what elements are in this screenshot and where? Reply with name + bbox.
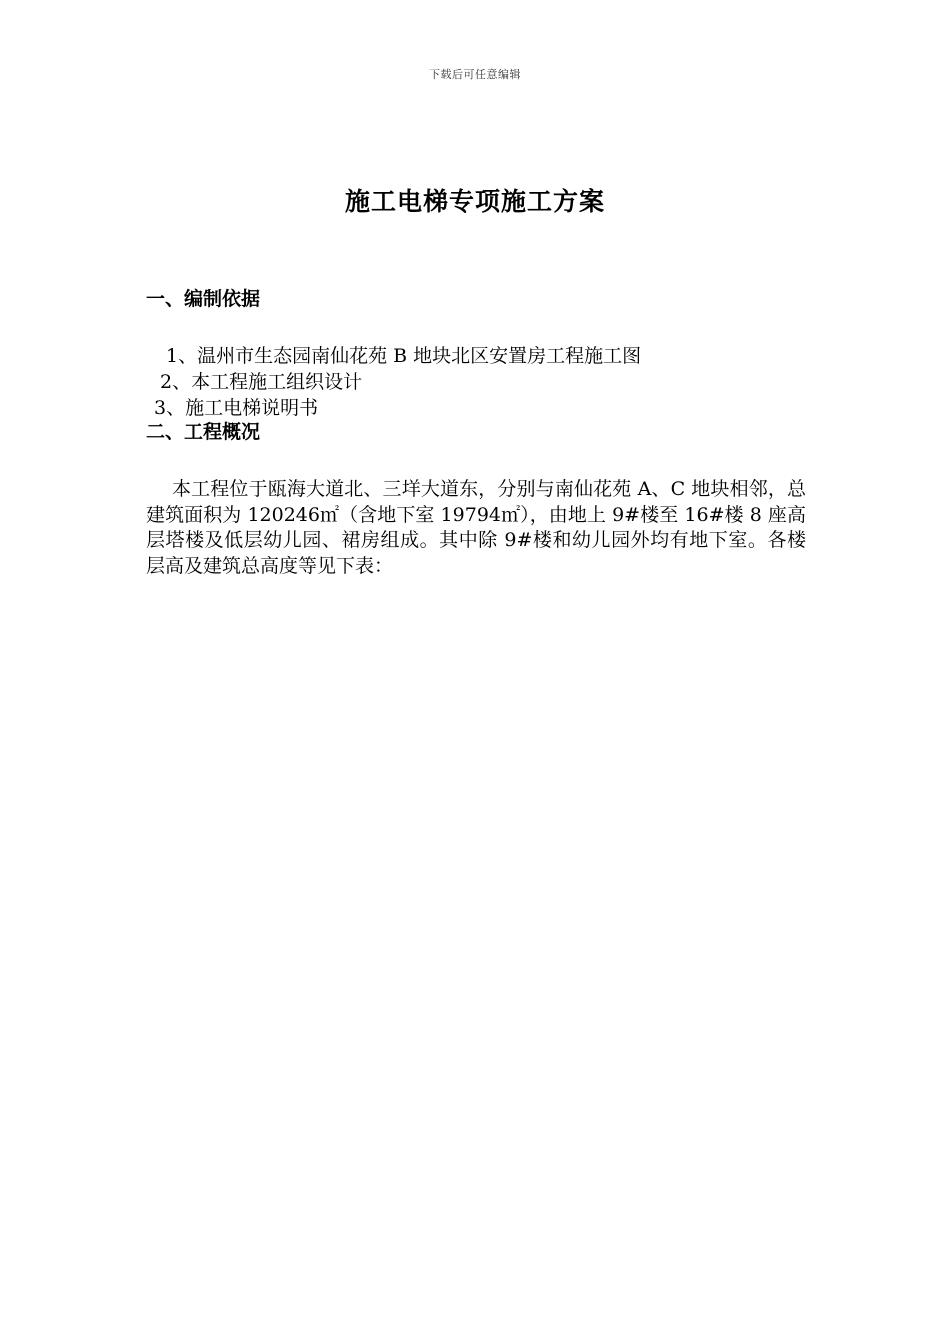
header-note: 下载后可任意编辑 bbox=[429, 68, 521, 81]
reference-item: 2、本工程施工组织设计 bbox=[160, 371, 363, 393]
section-heading-basis: 一、编制依据 bbox=[146, 288, 261, 310]
reference-item: 1、温州市生态园南仙花苑 B 地块北区安置房工程施工图 bbox=[166, 345, 642, 367]
document-title: 施工电梯专项施工方案 bbox=[344, 187, 605, 216]
overview-paragraph: 本工程位于瓯海大道北、三垟大道东，分别与南仙花苑 A、C 地块相邻，总建筑面积为 120246㎡（含地下室 19794㎡），由地上 9#楼至 16#楼 8 座高层塔楼及低层幼儿园、裙房组成。其中除 9#楼和幼儿园外均有地下室。各楼层高及建筑总高度等见下表： bbox=[146, 478, 806, 577]
section-heading-overview: 二、工程概况 bbox=[146, 421, 261, 443]
reference-item: 3、施工电梯说明书 bbox=[154, 397, 319, 419]
